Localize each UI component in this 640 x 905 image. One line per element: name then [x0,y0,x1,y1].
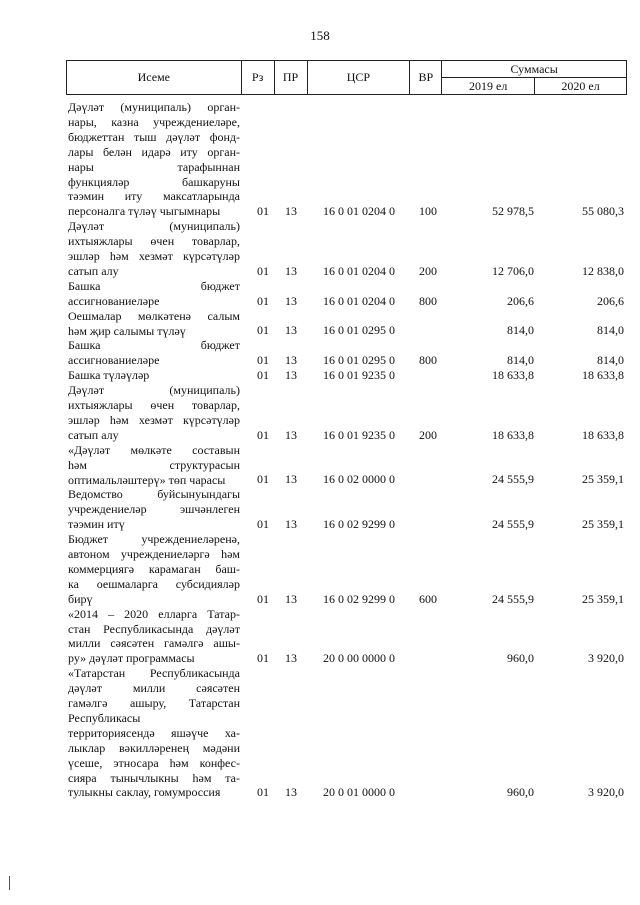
row-name-line: гамәлгә ашыру, Татарстан [68,696,240,710]
row-name-line: һәм структурасын [68,457,240,472]
row-pr: 13 [285,651,297,666]
row-name-line: оптимальләштерү» төп чарасы [68,472,226,487]
table-row [0,487,640,532]
table-row [0,368,640,383]
row-name [68,666,240,800]
row-name [68,383,240,443]
row-pr: 13 [285,353,297,368]
row-name-line: Бюджет учреждениеләренә, [68,532,240,547]
row-pr: 13 [285,517,297,532]
table-row [0,309,640,339]
row-rz: 01 [257,293,269,308]
table-header [66,60,627,95]
row-rz: 01 [257,323,269,338]
table-row [0,100,640,219]
header-csr: ЦСР [307,61,410,95]
row-name-line: эшләр һәм хезмәт күрсәтүләр [68,249,240,263]
row-vr: 200 [419,427,437,442]
row-sum-2020: 18 633,8 [582,427,624,442]
table-row [0,532,640,607]
row-pr: 13 [285,204,297,219]
row-name-line: Дәүләт (муниципаль) [68,219,240,234]
row-name-line: тәэмин иту максатларында [68,189,240,204]
row-csr: 16 0 01 0295 0 [323,353,395,368]
row-rz: 01 [257,368,269,383]
row-rz: 01 [257,353,269,368]
row-name-line: Оешмалар мөлкәтенә салым [68,308,240,323]
row-sum-2019: 814,0 [507,353,534,368]
row-sum-2020: 3 920,0 [588,651,624,666]
table-row [0,338,640,368]
table-row [0,607,640,667]
row-name-line: нары тарафыннан [68,159,240,174]
row-vr: 600 [419,591,437,606]
header-pr: ПР [274,61,307,95]
row-name [68,368,240,383]
row-sum-2019: 24 555,9 [492,517,534,532]
row-rz: 01 [257,427,269,442]
row-name-line: бирү [68,591,93,606]
row-csr: 20 0 00 0000 0 [323,651,395,666]
row-rz: 01 [257,651,269,666]
row-sum-2019: 24 555,9 [492,591,534,606]
row-csr: 16 0 01 0204 0 [323,263,395,278]
row-csr: 16 0 01 9235 0 [323,368,395,383]
row-rz: 01 [257,785,269,800]
table-row [0,279,640,309]
row-name-line: ихтыяжлары өчен товарлар, [68,234,240,249]
row-pr: 13 [285,293,297,308]
row-name-line: эшләр һәм хезмәт күрсәтүләр [68,412,240,427]
row-name [68,219,240,279]
row-name-line: ассигнованиеләре [68,293,160,308]
row-name-line: автоном учреждениеләргә һәм [68,547,240,561]
row-sum-2019: 12 706,0 [492,263,534,278]
row-name [68,487,240,532]
table-row [0,443,640,488]
row-sum-2019: 960,0 [507,651,534,666]
row-csr: 16 0 02 0000 0 [323,472,395,487]
row-sum-2020: 814,0 [597,323,624,338]
row-name-line: тулыкны саклау, гомумроссия [68,785,221,800]
row-name-line: стан Республикасында дәүләт [68,621,240,636]
row-pr: 13 [285,785,297,800]
row-name-line: ассигнованиеләре [68,353,160,368]
row-name-line: милли сәясәтен гамәлгә ашы- [68,636,240,651]
row-name-line: һәм җир салымы түләү [68,323,186,338]
row-name-line: нары, казна учреждениеләре, [68,114,240,129]
row-name-line: учреждениеләр эшчәнлеген [68,502,240,517]
table-row [0,383,640,443]
row-name-line: ру» дәүләт программасы [68,651,195,666]
row-csr: 20 0 01 0000 0 [323,785,395,800]
row-vr: 800 [419,293,437,308]
row-name [68,532,240,607]
row-sum-2020: 25 359,1 [582,591,624,606]
row-name-line: «Дәүләт мөлкәте составын [68,442,240,457]
row-sum-2020: 206,6 [597,293,624,308]
row-name [68,607,240,667]
row-vr: 800 [419,353,437,368]
row-csr: 16 0 02 9299 0 [323,591,395,606]
row-sum-2020: 18 633,8 [582,368,624,383]
row-sum-2020: 25 359,1 [582,517,624,532]
row-csr: 16 0 01 0295 0 [323,323,395,338]
row-sum-2020: 3 920,0 [588,785,624,800]
row-rz: 01 [257,591,269,606]
row-name-line: сатып алу [68,427,119,442]
margin-mark [9,876,10,890]
row-sum-2020: 12 838,0 [582,263,624,278]
header-year-2020: 2020 ел [535,78,627,95]
row-name-line: Дәүләт (муниципаль) [68,383,240,398]
row-name-line: бюджеттан тыш дәүләт фонд- [68,129,240,144]
row-pr: 13 [285,472,297,487]
row-sum-2020: 55 080,3 [582,204,624,219]
row-csr: 16 0 01 9235 0 [323,427,395,442]
row-sum-2019: 24 555,9 [492,472,534,487]
row-rz: 01 [257,472,269,487]
row-sum-2019: 18 633,8 [492,427,534,442]
row-pr: 13 [285,591,297,606]
row-name-line: тәэмин итү [68,517,125,532]
row-name-line: Башка бюджет [68,338,240,353]
row-name [68,309,240,339]
row-name [68,338,240,368]
row-rz: 01 [257,517,269,532]
row-name-line: сатып алу [68,263,119,278]
row-sum-2019: 814,0 [507,323,534,338]
header-sums: Суммасы [442,61,627,78]
row-sum-2019: 18 633,8 [492,368,534,383]
row-name [68,100,240,219]
row-sum-2019: 206,6 [507,293,534,308]
header-vr: ВР [410,61,442,95]
row-sum-2020: 25 359,1 [582,472,624,487]
row-name-line: коммерциягә карамаган баш- [68,561,240,576]
row-sum-2019: 960,0 [507,785,534,800]
row-name-line: ихтыяжлары өчен товарлар, [68,398,240,412]
page-number: 158 [310,28,330,43]
row-name-line: «2014 – 2020 елларга Татар- [68,606,240,621]
row-csr: 16 0 01 0204 0 [323,204,395,219]
row-name [68,279,240,309]
header-year-2019: 2019 ел [442,78,535,95]
row-vr: 100 [419,204,437,219]
row-name-line: Республикасы [68,710,141,725]
row-name-line: дәүләт милли сәясәтен [68,681,240,696]
row-rz: 01 [257,204,269,219]
row-pr: 13 [285,427,297,442]
row-name [68,443,240,488]
row-vr: 200 [419,263,437,278]
row-name-line: үсеше, этносара һәм конфес- [68,755,240,770]
row-name-line: функцияләр башкаруны [68,174,240,189]
row-csr: 16 0 02 9299 0 [323,517,395,532]
row-sum-2019: 52 978,5 [492,204,534,219]
row-name-line: Башка бюджет [68,278,240,293]
table-row [0,666,640,800]
row-name-line: Ведомство буйсынуындагы [68,487,240,502]
row-name-line: персоналга түләү чыгымнары [68,204,221,219]
row-rz: 01 [257,263,269,278]
row-name-line: ка оешмаларга субсидияләр [68,576,240,591]
row-pr: 13 [285,263,297,278]
table-row [0,219,640,279]
row-name-line: территориясендә яшәүче ха- [68,725,240,740]
row-name-line: Дәүләт (муниципаль) орган- [68,100,240,114]
row-name-line: лары белән идарә иту орган- [68,144,240,159]
row-name-line: «Татарстан Республикасында [68,666,240,681]
row-pr: 13 [285,368,297,383]
row-csr: 16 0 01 0204 0 [323,293,395,308]
header-name: Исеме [67,61,242,95]
row-name-line: сияра тынычлыкны һәм та- [68,770,240,785]
row-pr: 13 [285,323,297,338]
row-name-line: Башка түләүләр [68,368,150,383]
row-name-line: лыклар вәкилләренең мәдәни [68,740,240,755]
row-sum-2020: 814,0 [597,353,624,368]
header-rz: Рз [241,61,274,95]
